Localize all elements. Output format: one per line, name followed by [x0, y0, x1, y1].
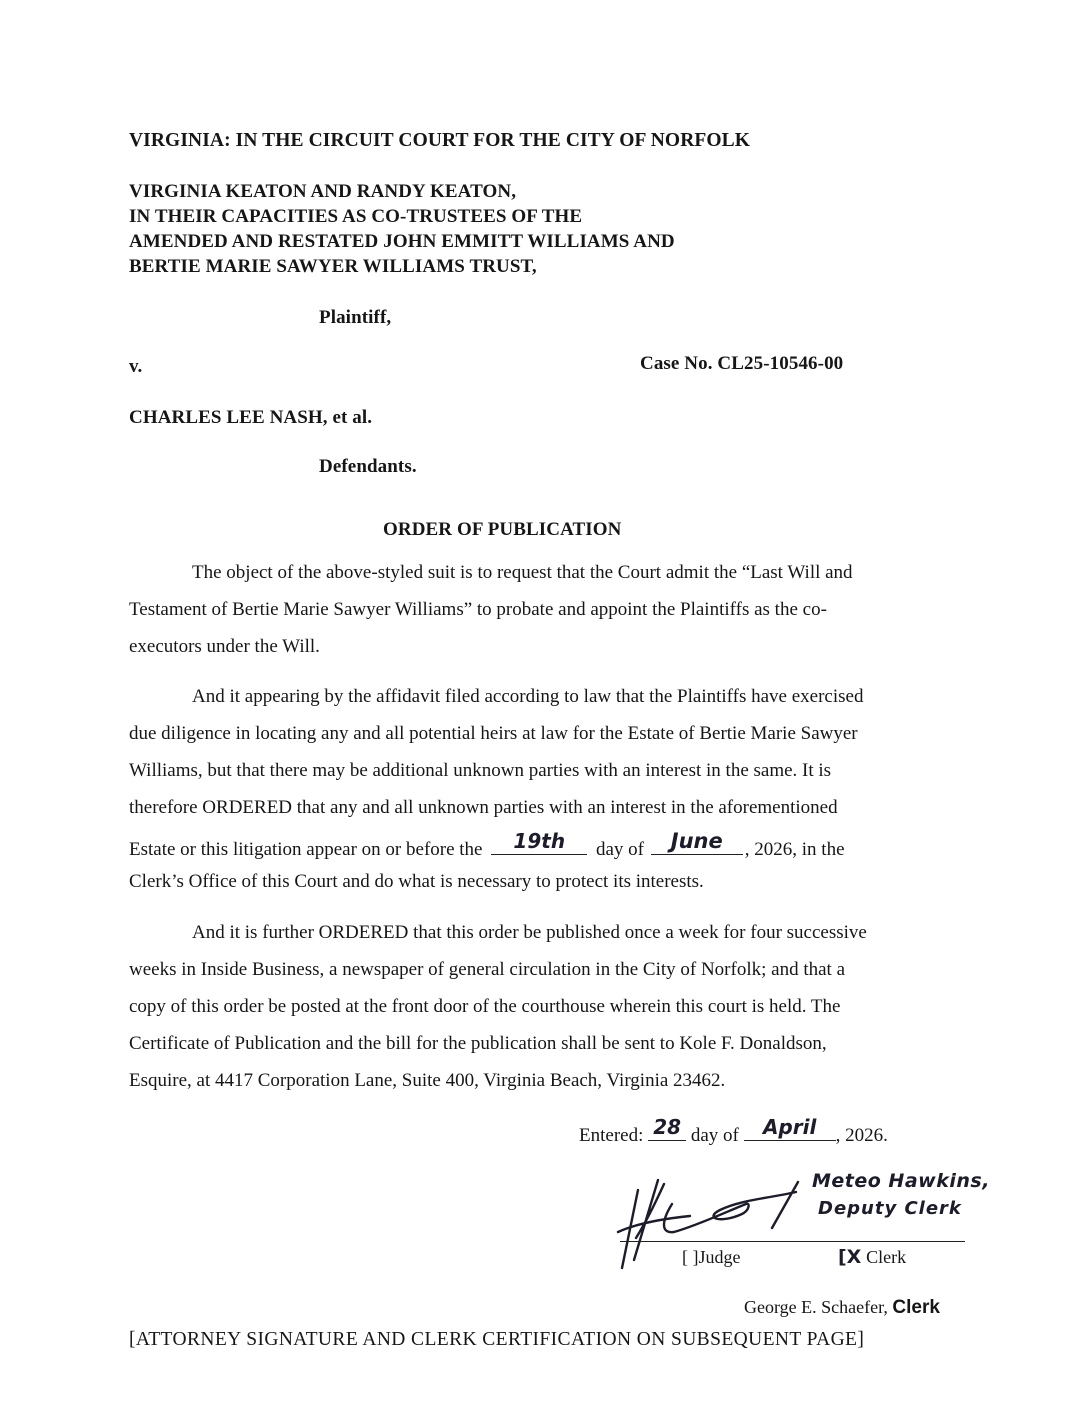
plaintiff-line: IN THEIR CAPACITIES AS CO-TRUSTEES OF THE	[129, 206, 583, 227]
entered-day-blank	[648, 1115, 686, 1141]
document-title: ORDER OF PUBLICATION	[383, 519, 622, 540]
day-blank	[491, 829, 587, 855]
text-line: Esquire, at 4417 Corporation Lane, Suite 400, Virginia Beach, Virginia 23462.	[129, 1070, 726, 1091]
footer-note: [ATTORNEY SIGNATURE AND CLERK CERTIFICATION ON SUBSEQUENT PAGE]	[129, 1329, 865, 1350]
text-line: Testament of Bertie Marie Sawyer Williams” to probate and appoint the Plaintiffs as the co-	[129, 599, 827, 620]
text-line: Clerk’s Office of this Court and do what is necessary to protect its interests.	[129, 871, 704, 892]
clerk-option-label: Clerk	[866, 1247, 907, 1267]
plaintiff-line: BERTIE MARIE SAWYER WILLIAMS TRUST,	[129, 256, 537, 277]
clerk-option	[838, 1246, 906, 1269]
clerk-checkbox-mark: [X	[838, 1246, 862, 1268]
clerk-name-stamp	[744, 1297, 940, 1319]
case-number: Case No. CL25-10546-00	[640, 353, 844, 374]
text-fragment: , 2026.	[835, 1125, 888, 1146]
defendant-name: CHARLES LEE NASH, et al.	[129, 407, 373, 428]
appear-date-line	[129, 829, 845, 861]
entered-month-blank	[744, 1115, 836, 1141]
clerk-name: George E. Schaefer,	[744, 1297, 888, 1317]
text-line: due diligence in locating any and all potential heirs at law for the Estate of Bertie Marie Sawyer	[129, 723, 858, 744]
deputy-clerk-name: Meteo Hawkins,	[812, 1170, 990, 1192]
handwritten-entered-day: 28	[653, 1115, 682, 1139]
court-heading: VIRGINIA: IN THE CIRCUIT COURT FOR THE CITY OF NORFOLK	[129, 130, 751, 151]
text-line: Certificate of Publication and the bill for the publication shall be sent to Kole F. Donaldson,	[129, 1033, 827, 1054]
text-line: And it appearing by the affidavit filed according to law that the Plaintiffs have exercised	[192, 686, 864, 707]
text-line: Williams, but that there may be additional unknown parties with an interest in the same. It is	[129, 760, 832, 781]
text-fragment: day of	[596, 839, 645, 860]
defendant-label: Defendants.	[319, 456, 417, 477]
text-fragment: Estate or this litigation appear on or before the	[129, 839, 483, 860]
deputy-clerk-title: Deputy Clerk	[818, 1198, 962, 1219]
text-fragment: day of	[690, 1125, 739, 1146]
handwritten-entered-month: April	[762, 1115, 817, 1139]
text-line: therefore ORDERED that any and all unknown parties with an interest in the aforementioned	[129, 797, 838, 818]
clerk-title: Clerk	[892, 1297, 940, 1318]
plaintiff-label: Plaintiff,	[319, 307, 392, 328]
text-line: And it is further ORDERED that this order be published once a week for four successive	[192, 922, 867, 943]
versus-label: v.	[129, 356, 143, 377]
text-line: The object of the above-styled suit is to request that the Court admit the “Last Will and	[192, 562, 853, 583]
judge-option: [ ]Judge	[682, 1247, 741, 1267]
handwritten-month: June	[670, 829, 723, 853]
plaintiff-line: AMENDED AND RESTATED JOHN EMMITT WILLIAMS AND	[129, 231, 675, 252]
text-fragment: Entered:	[579, 1125, 644, 1146]
handwritten-day: 19th	[513, 829, 566, 853]
plaintiff-line: VIRGINIA KEATON AND RANDY KEATON,	[129, 181, 517, 202]
entered-date-line	[579, 1115, 888, 1147]
month-blank	[651, 829, 743, 855]
text-line: weeks in Inside Business, a newspaper of general circulation in the City of Norfolk; and that a	[129, 959, 845, 980]
signature-line	[620, 1241, 965, 1242]
text-line: copy of this order be posted at the front door of the courthouse wherein this court is held. The	[129, 996, 841, 1017]
text-fragment: , 2026, in the	[744, 839, 845, 860]
text-line: executors under the Will.	[129, 636, 320, 657]
